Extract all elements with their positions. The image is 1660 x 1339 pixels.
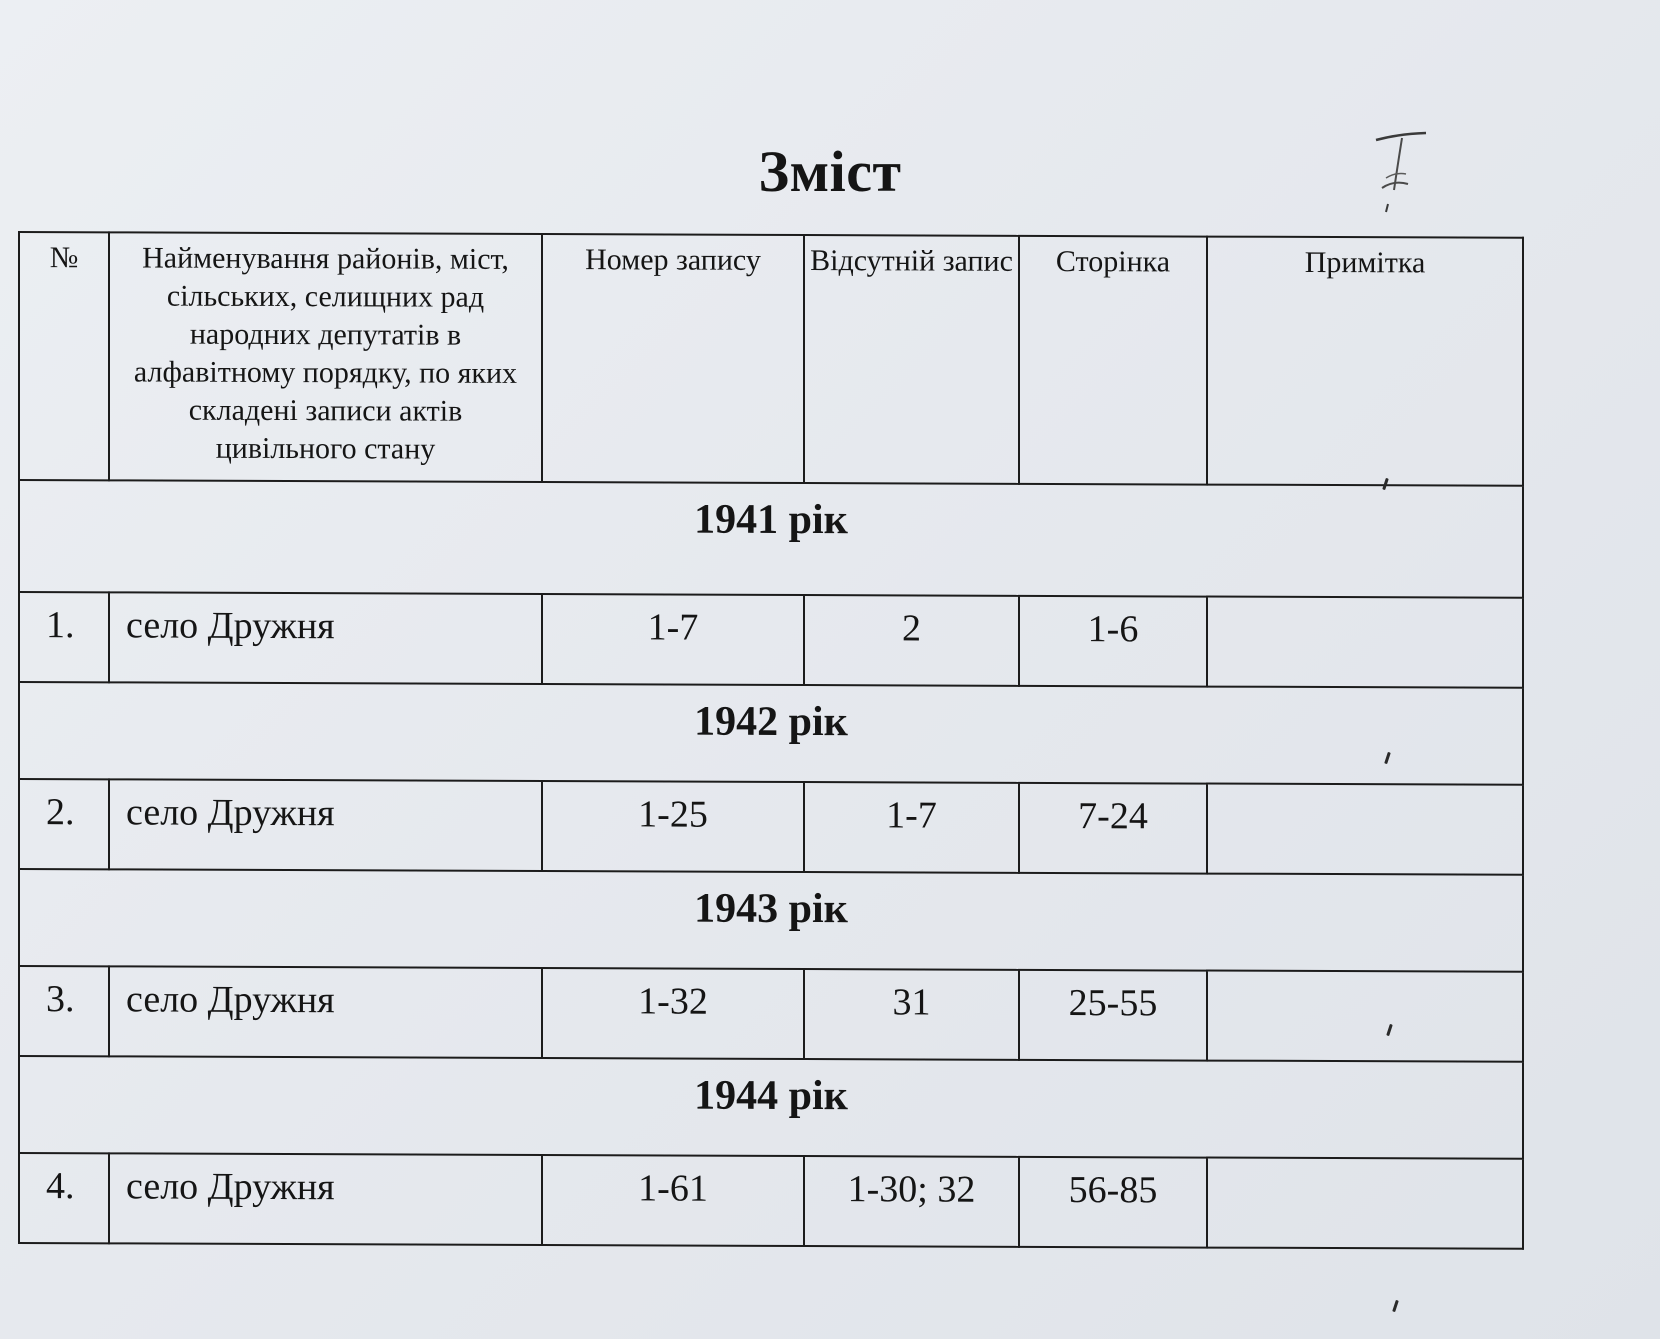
row-name: село Дружня	[109, 592, 542, 684]
row-page: 7-24	[1019, 783, 1207, 874]
row-number: 4.	[19, 1153, 109, 1243]
year-row	[19, 682, 1523, 785]
row-missing-record: 1-30; 32	[804, 1156, 1019, 1247]
table-row	[19, 592, 1523, 688]
row-note	[1207, 971, 1523, 1062]
header-missing-record: Відсутній запис	[804, 235, 1019, 484]
header-page: Сторінка	[1019, 236, 1207, 485]
row-missing-record: 31	[804, 969, 1019, 1060]
header-record-number: Номер запису	[542, 234, 804, 483]
row-record-number: 1-7	[542, 594, 804, 685]
year-label: 1943 рік	[19, 869, 1523, 972]
row-note	[1207, 597, 1523, 688]
table-header-row	[19, 232, 1523, 486]
page-title: Зміст	[758, 139, 902, 204]
row-record-number: 1-32	[542, 968, 804, 1059]
row-number: 1.	[19, 592, 109, 682]
table-row	[19, 779, 1523, 875]
row-name: село Дружня	[109, 779, 542, 871]
row-missing-record: 1-7	[804, 782, 1019, 873]
header-number: №	[19, 232, 109, 480]
row-name: село Дружня	[109, 1153, 542, 1245]
pencil-tick-mark	[1392, 1300, 1399, 1312]
contents-table	[18, 231, 1524, 1250]
row-name: село Дружня	[109, 966, 542, 1058]
table-row	[19, 1153, 1523, 1249]
row-page: 25-55	[1019, 970, 1207, 1061]
year-label: 1944 рік	[19, 1056, 1523, 1159]
row-page: 1-6	[1019, 596, 1207, 687]
year-label: 1942 рік	[19, 682, 1523, 785]
row-missing-record: 2	[804, 595, 1019, 686]
year-row	[19, 480, 1523, 598]
row-number: 2.	[19, 779, 109, 869]
handwritten-folio-mark	[1368, 128, 1428, 218]
table-row	[19, 966, 1523, 1062]
header-note: Примітка	[1207, 237, 1523, 486]
row-note	[1207, 1158, 1523, 1249]
row-record-number: 1-25	[542, 781, 804, 872]
row-number: 3.	[19, 966, 109, 1056]
row-record-number: 1-61	[542, 1155, 804, 1246]
year-label: 1941 рік	[19, 480, 1523, 598]
header-name: Найменування районів, міст, сільських, селищних рад народних депутатів в алфавітному порядку, по яких складені записи актів цивільного стану	[109, 232, 542, 482]
year-row	[19, 1056, 1523, 1159]
year-row	[19, 869, 1523, 972]
row-note	[1207, 784, 1523, 875]
row-page: 56-85	[1019, 1157, 1207, 1248]
